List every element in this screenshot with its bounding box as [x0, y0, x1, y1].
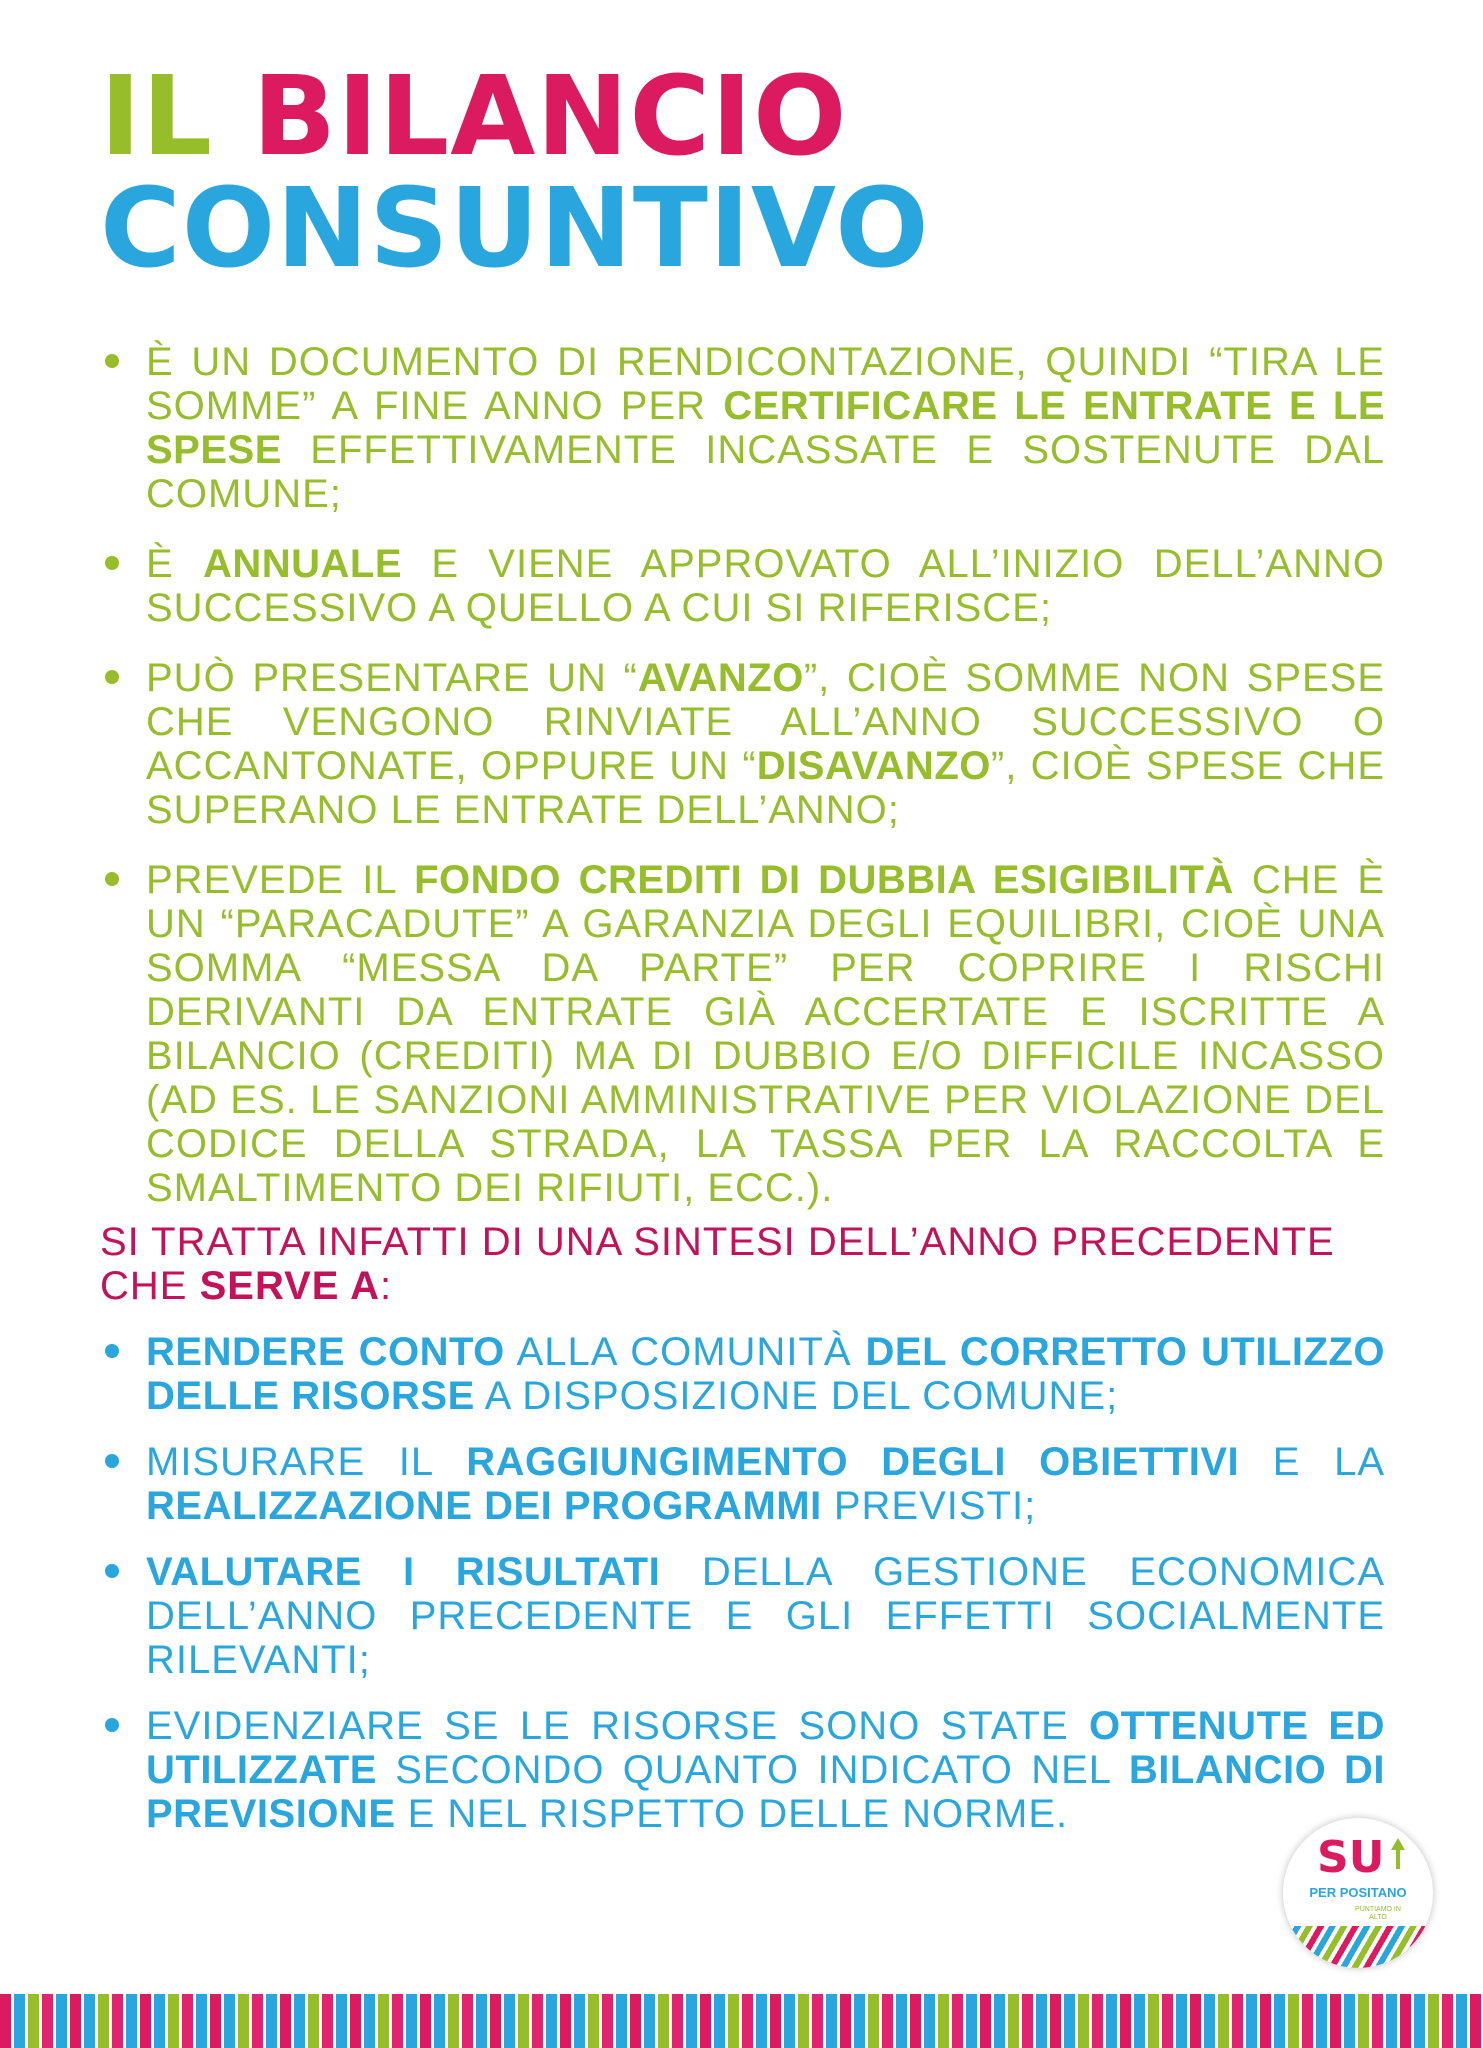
up-arrow-stem	[1396, 1849, 1400, 1869]
footer-stripe-band	[0, 1994, 1483, 2048]
logo-name: PER POSITANO	[1309, 1885, 1407, 1900]
bullet-icon	[105, 670, 119, 684]
list-item: EVIDENZIARE SE LE RISORSE SONO STATE OTTENUTE ED UTILIZZATE SECONDO QUANTO INDICATO NEL BILANCIO DI PREVISIONE E NEL RISPETTO DELLE NORME.	[100, 1704, 1385, 1836]
bullet-icon	[105, 1344, 119, 1358]
party-logo	[1283, 1818, 1433, 1968]
definition-list	[100, 340, 1385, 1236]
title-word-il: IL	[100, 52, 214, 180]
list-item: PUÒ PRESENTARE UN “AVANZO”, CIOÈ SOMME NON SPESE CHE VENGONO RINVIATE ALL’ANNO SUCCESSIVO O ACCANTONATE, OPPURE UN “DISAVANZO”, CIOÈ SPESE CHE SUPERANO LE ENTRATE DELL’ANNO;	[100, 656, 1385, 832]
title-word-consuntivo: CONSUNTIVO	[100, 164, 930, 292]
bullet-icon	[105, 354, 119, 368]
list-item: VALUTARE I RISULTATI DELLA GESTIONE ECONOMICA DELL’ANNO PRECEDENTE E GLI EFFETTI SOCIALMENTE RILEVANTI;	[100, 1550, 1385, 1682]
intro-text: SI TRATTA INFATTI DI UNA SINTESI DELL’ANNO PRECEDENTE CHE SERVE A:	[100, 1220, 1335, 1308]
bullet-icon	[105, 1564, 119, 1578]
bullet-icon	[105, 1454, 119, 1468]
logo-mark: SU	[1317, 1832, 1385, 1883]
title-word-bilancio: BILANCIO	[252, 52, 848, 180]
bullet-icon	[105, 556, 119, 570]
bullet-icon	[105, 1718, 119, 1732]
list-item: È UN DOCUMENTO DI RENDICONTAZIONE, QUINDI “TIRA LE SOMME” A FINE ANNO PER CERTIFICARE LE ENTRATE E LE SPESE EFFETTIVAMENTE INCASSATE E SOSTENUTE DAL COMUNE;	[100, 340, 1385, 516]
logo-stripes	[1283, 1926, 1433, 1968]
page-title	[100, 52, 930, 292]
purpose-list	[100, 1330, 1385, 1858]
list-item: MISURARE IL RAGGIUNGIMENTO DEGLI OBIETTIVI E LA REALIZZAZIONE DEI PROGRAMMI PREVISTI;	[100, 1440, 1385, 1528]
list-item: RENDERE CONTO ALLA COMUNITÀ DEL CORRETTO UTILIZZO DELLE RISORSE A DISPOSIZIONE DEL COMUNE;	[100, 1330, 1385, 1418]
bullet-icon	[105, 872, 119, 886]
list-item: È ANNUALE E VIENE APPROVATO ALL’INIZIO DELL’ANNO SUCCESSIVO A QUELLO A CUI SI RIFERISCE;	[100, 542, 1385, 630]
logo-motto: PUNTIAMO IN ALTO	[1355, 1906, 1401, 1921]
list-item: PREVEDE IL FONDO CREDITI DI DUBBIA ESIGIBILITÀ CHE È UN “PARACADUTE” A GARANZIA DEGLI EQUILIBRI, CIOÈ UNA SOMMA “MESSA DA PARTE” PER COPRIRE I RISCHI DERIVANTI DA ENTRATE GIÀ ACCERTATE E ISCRITTE A BILANCIO (CREDITI) MA DI DUBBIO E/O DIFFICILE INCASSO (AD ES. LE SANZIONI AMMINISTRATIVE PER VIOLAZIONE DEL CODICE DELLA STRADA, LA TASSA PER LA RACCOLTA E SMALTIMENTO DEI RIFIUTI, ECC.).	[100, 858, 1385, 1210]
